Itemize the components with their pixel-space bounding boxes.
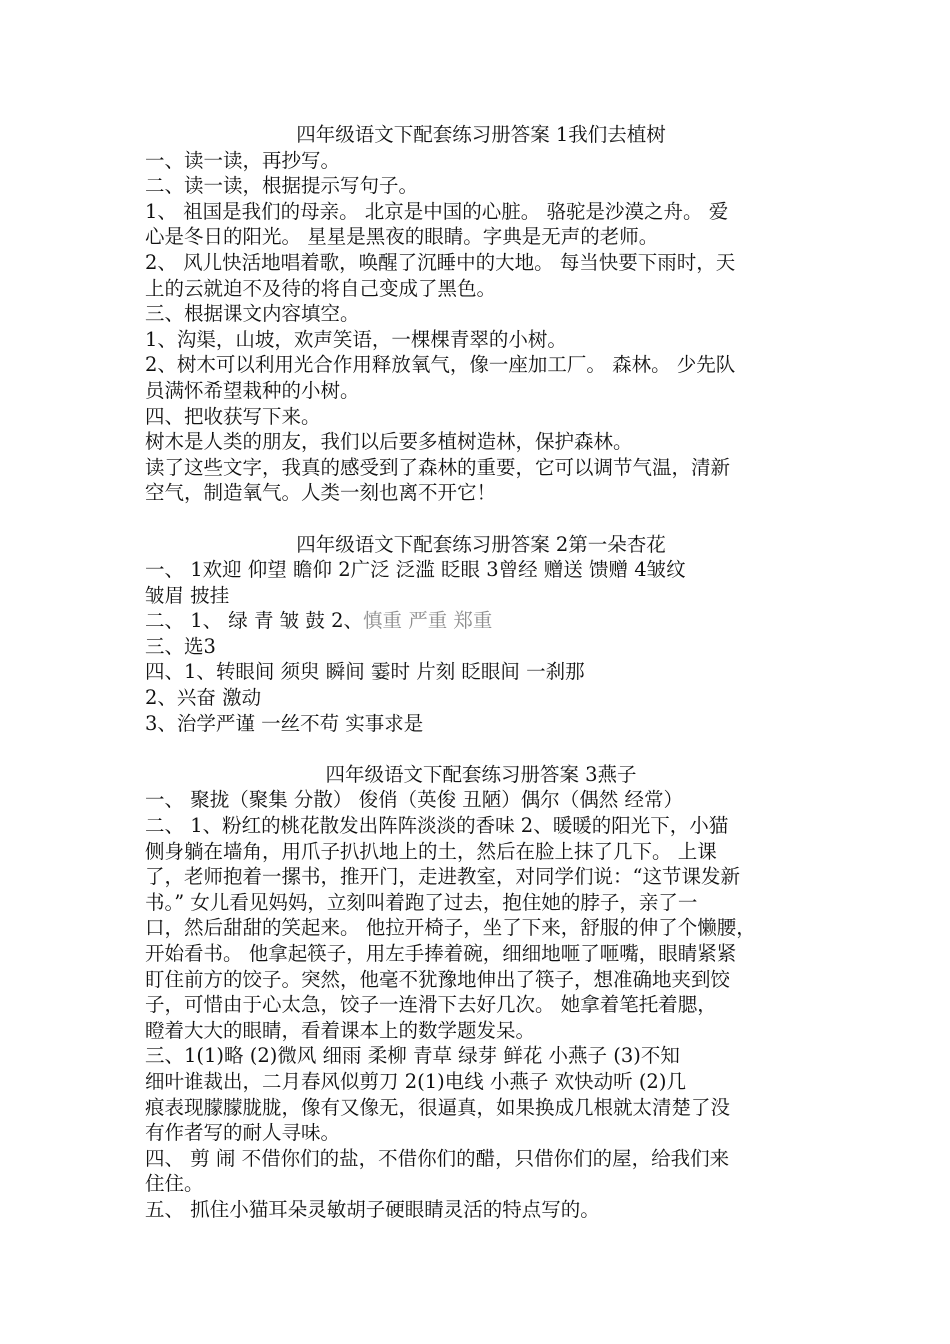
answer-text: 四、1、转眼间 须臾 瞬间 霎时 片刻 眨眼间 一刹那 — [145, 660, 585, 684]
answer-text: 痕表现朦朦胧胧，像有又像无，很逼真，如果换成几根就太清楚了没 — [145, 1095, 731, 1119]
answer-line — [145, 1120, 817, 1146]
answer-line — [145, 301, 817, 327]
answer-line — [145, 224, 817, 250]
answer-line — [145, 864, 817, 890]
answer-text: 了，老师抱着一摞书，推开门，走进教室，对同学们说：“这节课发新 — [145, 865, 740, 889]
document-page — [145, 122, 817, 1223]
answer-text: 一、 聚拢（聚集 分散） 俊俏（英俊 丑陋）偶尔（偶然 经常） — [145, 788, 683, 812]
answer-text: 二、 1、粉红的桃花散发出阵阵淡淡的香味 2、暖暖的阳光下，小猫 — [145, 814, 729, 838]
answer-line — [145, 557, 817, 583]
answer-line — [145, 148, 817, 174]
answer-line — [145, 1197, 817, 1223]
answer-text: 一、 1欢迎 仰望 瞻仰 2广泛 泛滥 眨眼 3曾经 赠送 馈赠 4皱纹 — [145, 558, 686, 582]
answer-line — [145, 685, 817, 711]
answer-line — [145, 915, 817, 941]
answer-line — [145, 839, 817, 865]
section-title: 四年级语文下配套练习册答案 3燕子 — [325, 762, 637, 786]
answer-text: 侧身躺在墙角，用爪子扒扒地上的土，然后在脸上抹了几下。 上课 — [145, 839, 717, 863]
answer-line — [145, 429, 817, 455]
answer-line — [145, 1146, 817, 1172]
answer-line — [145, 608, 817, 634]
answer-line — [145, 1171, 817, 1197]
section-title: 四年级语文下配套练习册答案 2第一朵杏花 — [296, 532, 666, 556]
answer-text: 一、读一读，再抄写。 — [145, 148, 341, 172]
answer-line — [145, 941, 817, 967]
answer-line — [145, 634, 817, 660]
answer-line — [145, 378, 817, 404]
answer-text: 有作者写的耐人寻味。 — [145, 1121, 341, 1145]
answer-text: 三、根据课文内容填空。 — [145, 302, 360, 326]
answer-line — [145, 1018, 817, 1044]
answer-text: 住住。 — [145, 1172, 204, 1196]
answer-line — [145, 659, 817, 685]
answer-line — [145, 352, 817, 378]
answer-line — [145, 711, 817, 737]
answer-text: 五、 抓住小猫耳朵灵敏胡子硬眼睛灵活的特点写的。 — [145, 1197, 600, 1221]
answer-text: 空气，制造氧气。人类一刻也离不开它！ — [145, 481, 497, 505]
answer-line — [145, 199, 817, 225]
answer-text: 子，可惜由于心太急，饺子一连滑下去好几次。 她拿着笔托着腮， — [145, 993, 717, 1017]
answer-line — [145, 173, 817, 199]
answer-line — [145, 813, 817, 839]
answer-text: 1、沟渠，山坡，欢声笑语，一棵棵青翠的小树。 — [145, 327, 567, 351]
answer-text: 二、读一读，根据提示写句子。 — [145, 174, 419, 198]
answer-line — [145, 967, 817, 993]
answer-text-gray: 慎重 严重 郑重 — [363, 609, 493, 633]
answer-text: 读了这些文字，我真的感受到了森林的重要，它可以调节气温，清新 — [145, 455, 731, 479]
answer-text: 四、把收获写下来。 — [145, 404, 321, 428]
answer-line — [145, 992, 817, 1018]
answer-text: 三、1(1)略 (2)微风 细雨 柔柳 青草 绿芽 鲜花 小燕子 (3)不知 — [145, 1044, 680, 1068]
answer-line — [145, 404, 817, 430]
answer-text: 书。” 女儿看见妈妈，立刻叫着跑了过去，抱住她的脖子，亲了一 — [145, 890, 698, 914]
answer-text: 二、 1、 绿 青 皱 鼓 2、 — [145, 609, 364, 633]
answer-line — [145, 1095, 817, 1121]
answer-text: 3、治学严谨 一丝不苟 实事求是 — [145, 711, 424, 735]
answer-text: 皱眉 披挂 — [145, 583, 230, 607]
answer-line — [145, 327, 817, 353]
answer-line — [145, 787, 817, 813]
answer-line — [145, 583, 817, 609]
section-title: 四年级语文下配套练习册答案 1我们去植树 — [296, 123, 666, 146]
answer-text: 员满怀希望栽种的小树。 — [145, 378, 360, 402]
answer-text: 2、兴奋 激动 — [145, 686, 262, 710]
answer-text: 细叶谁裁出，二月春风似剪刀 2(1)电线 小燕子 欢快动听 (2)几 — [145, 1069, 686, 1093]
answer-line — [145, 455, 817, 481]
answer-line — [145, 276, 817, 302]
answer-text: 2、树木可以利用光合作用释放氧气，像一座加工厂。 森林。 少先队 — [145, 353, 736, 377]
answer-text: 1、 祖国是我们的母亲。 北京是中国的心脏。 骆驼是沙漠之舟。 爱 — [145, 199, 729, 223]
answer-line — [145, 1069, 817, 1095]
answer-text: 三、选3 — [145, 634, 216, 658]
section-spacer — [145, 736, 817, 762]
answer-line — [145, 480, 817, 506]
answer-text: 树木是人类的朋友，我们以后要多植树造林，保护森林。 — [145, 430, 633, 454]
answer-text: 心是冬日的阳光。 星星是黑夜的眼睛。字典是无声的老师。 — [145, 225, 659, 249]
answer-line — [145, 250, 817, 276]
answer-text: 瞪着大大的眼睛，看着课本上的数学题发呆。 — [145, 1018, 536, 1042]
answer-text: 2、 风儿快活地唱着歌，唤醒了沉睡中的大地。 每当快要下雨时，天 — [145, 250, 736, 274]
section-spacer — [145, 506, 817, 532]
answer-text: 开始看书。 他拿起筷子，用左手捧着碗，细细地咂了咂嘴，眼睛紧紧 — [145, 942, 737, 965]
answer-line — [145, 1043, 817, 1069]
answer-text: 上的云就迫不及待的将自己变成了黑色。 — [145, 276, 497, 300]
answer-line — [145, 890, 817, 916]
answer-text: 四、 剪 闹 不借你们的盐，不借你们的醋，只借你们的屋，给我们来 — [145, 1146, 730, 1170]
answer-text: 口，然后甜甜的笑起来。 他拉开椅子，坐了下来，舒服的伸了个懒腰， — [145, 916, 756, 940]
answer-text: 盯住前方的饺子。突然，他毫不犹豫地伸出了筷子，想准确地夹到饺 — [145, 967, 731, 991]
